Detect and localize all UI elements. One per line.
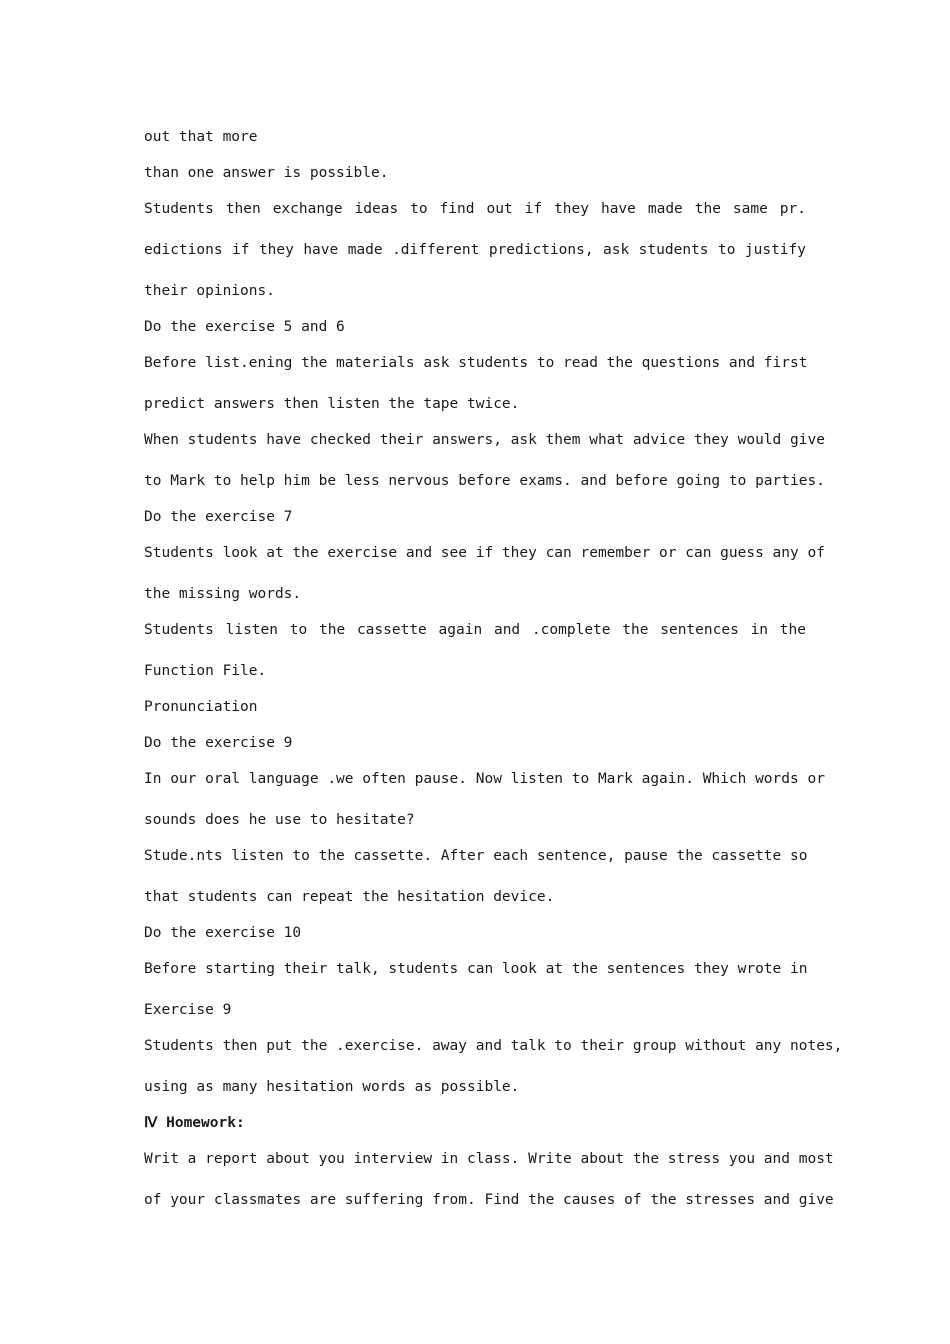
text-line: using as many hesitation words as possible. (144, 1079, 520, 1095)
text-line: out that more (144, 129, 258, 145)
text-line: Students then put the .exercise. away and talk to their group without any notes, (144, 1038, 843, 1054)
text-line: Students look at the exercise and see if they can remember or can guess any of (144, 545, 825, 561)
text-line: Function File. (144, 663, 267, 679)
text-line: Exercise 9 (144, 1002, 232, 1018)
text-line: Do the exercise 9 (144, 735, 293, 751)
text-line: Writ a report about you interview in class. Write about the stress you and most (144, 1151, 834, 1167)
text-line: Do the exercise 5 and 6 (144, 319, 345, 335)
text-line: the missing words. (144, 586, 302, 602)
text-line: Before starting their talk, students can look at the sentences they wrote in (144, 961, 808, 977)
text-line: Students listen to the cassette again and .complete the sentences in the (144, 622, 806, 638)
text-line: that students can repeat the hesitation device. (144, 889, 555, 905)
text-line: predict answers then listen the tape twice. (144, 396, 520, 412)
text-line: Students then exchange ideas to find out if they have made the same pr. (144, 201, 806, 217)
text-line: their opinions. (144, 283, 275, 299)
text-line: edictions if they have made .different predictions, ask students to justify (144, 242, 806, 258)
text-line: than one answer is possible. (144, 165, 389, 181)
homework-heading: Ⅳ Homework: (144, 1115, 245, 1131)
document-page (144, 0, 843, 1344)
text-line: to Mark to help him be less nervous before exams. and before going to parties. (144, 473, 825, 489)
section-heading: Pronunciation (144, 699, 258, 715)
text-line: Do the exercise 10 (144, 925, 302, 941)
text-line: In our oral language .we often pause. Now listen to Mark again. Which words or (144, 771, 825, 787)
text-line: Before list.ening the materials ask students to read the questions and first (144, 355, 808, 371)
text-line: Do the exercise 7 (144, 509, 293, 525)
text-line: When students have checked their answers, ask them what advice they would give (144, 432, 825, 448)
text-line: sounds does he use to hesitate? (144, 812, 415, 828)
text-line: Stude.nts listen to the cassette. After each sentence, pause the cassette so (144, 848, 808, 864)
text-line: of your classmates are suffering from. Find the causes of the stresses and give (144, 1192, 834, 1208)
